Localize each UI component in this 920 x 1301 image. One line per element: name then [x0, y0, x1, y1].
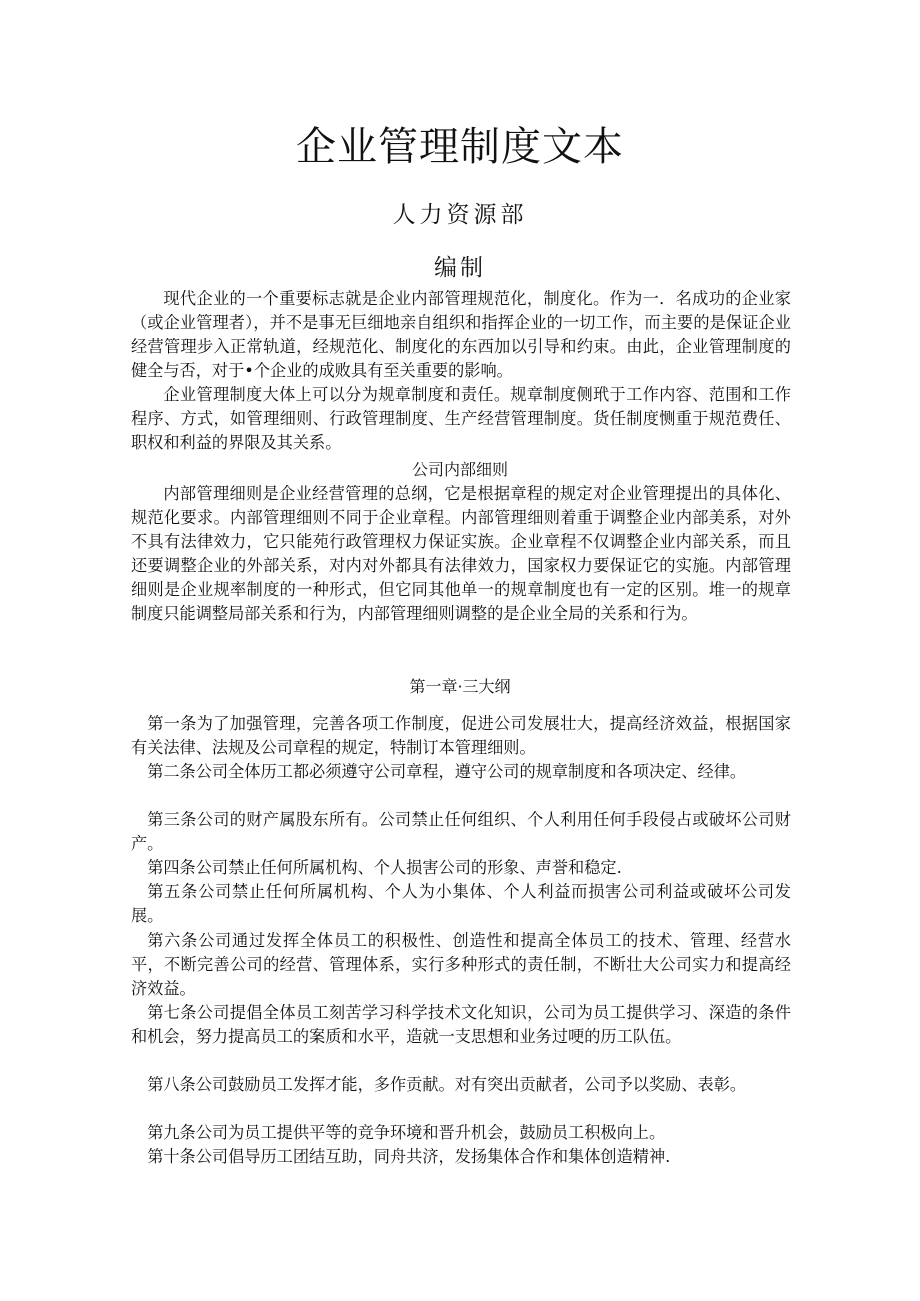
article-9: 第九条公司为员工提供平等的竞争环境和晋升机会，鼓励员工积极向上。 — [147, 1123, 666, 1142]
article-2: 第二条公司全体历工都必须遵守公司章程，遵守公司的规章制度和各项决定、经律。 — [147, 762, 747, 781]
article-8: 第八条公司鼓励员工发挥才能，多作贡献。对有突出贡献者，公司予以奖励、表彰。 — [147, 1075, 747, 1094]
article-10: 第十条公司倡导历工团结互助，同舟共济，发扬集体合作和集体创造精神. — [147, 1147, 671, 1166]
article-6: 第六条公司通过发挥全体员工的积极性、创造性和提高全体员工的技术、管理、经营水平，不断完善公司的经营、管理体系，实行多种形式的责任制，不断壮大公司实力和提高经济效益。 — [131, 931, 791, 998]
department-name: 人力资源部 — [392, 202, 528, 228]
article-3: 第三条公司的财产属股东所有。公司禁止任何组织、个人利用任何手段侵占或破坏公司财产。 — [131, 810, 791, 853]
article-7: 第七条公司提倡全体员工刻苦学习科学技术文化知识，公司为员工提供学习、深造的条件和机会，努力提高员工的案质和水平，造就一支思想和业务过哽的历工队伍。 — [131, 1003, 791, 1046]
section-heading-internal-rules: 公司内部细则 — [411, 460, 508, 479]
intro-paragraph-2: 企业管理制度大体上可以分为规章制度和责任。规章制度侧玳于工作内容、范围和工作程序、方式，如管理细则、行政管理制度、生产经营管理制度。货任制度恻重于规范费任、职权和利益的界限及其关系。 — [131, 385, 791, 452]
document-title: 企业管理制度文本 — [296, 124, 624, 170]
compiled-label: 编制 — [434, 255, 486, 281]
chapter-heading: 第一章·三大纲 — [409, 677, 511, 696]
article-4: 第四条公司禁止任何所属机构、个人损害公司的形象、声誉和稳定. — [147, 858, 622, 877]
article-5: 第五条公司禁止任何所属机构、个人为小集体、个人利益而损害公司利益或破坏公司发展。 — [131, 882, 791, 925]
article-1: 第一条为了加强管理，完善各项工作制度，促进公司发展壮大，提高经济效益，根据国家有关法律、法规及公司章程的规定，特制订本管理细则。 — [131, 714, 791, 757]
internal-rules-paragraph: 内部管理细则是企业经营管理的总纲，它是根据章程的规定对企业管理提出的具体化、规范化要求。内部管理细则不同于企业章程。内部管理细则着重于调整企业内部美系，对外不具有法律效力，它只能苑行政管理权力保证实族。企业章程不仅调整企业内部关系，而且还要调整企业的外部关系，对内对外都具有法律效力，国家权力要保证它的实施。内部管理细则是企业规率制度的一种形式，但它同其他单一的规章制度也有一定的区别。堆一的规章制度只能调整局部关系和行为，内部管理细则调整的是企业全局的关系和行为。 — [131, 484, 791, 623]
intro-paragraph-1: 现代企业的一个重要标志就是企业内部管理规范化，制度化。作为一．名成功的企业家（或企业管理者），并不是事无巨细地亲自组织和指挥企业的一切工作，而主要的是保证企业经营管理步入正常轨道，经规范化、制度化的东西加以引导和约束。由此，企业管理制度的健全与否，对于•个企业的成败具有至关重要的影响。 — [131, 289, 791, 380]
